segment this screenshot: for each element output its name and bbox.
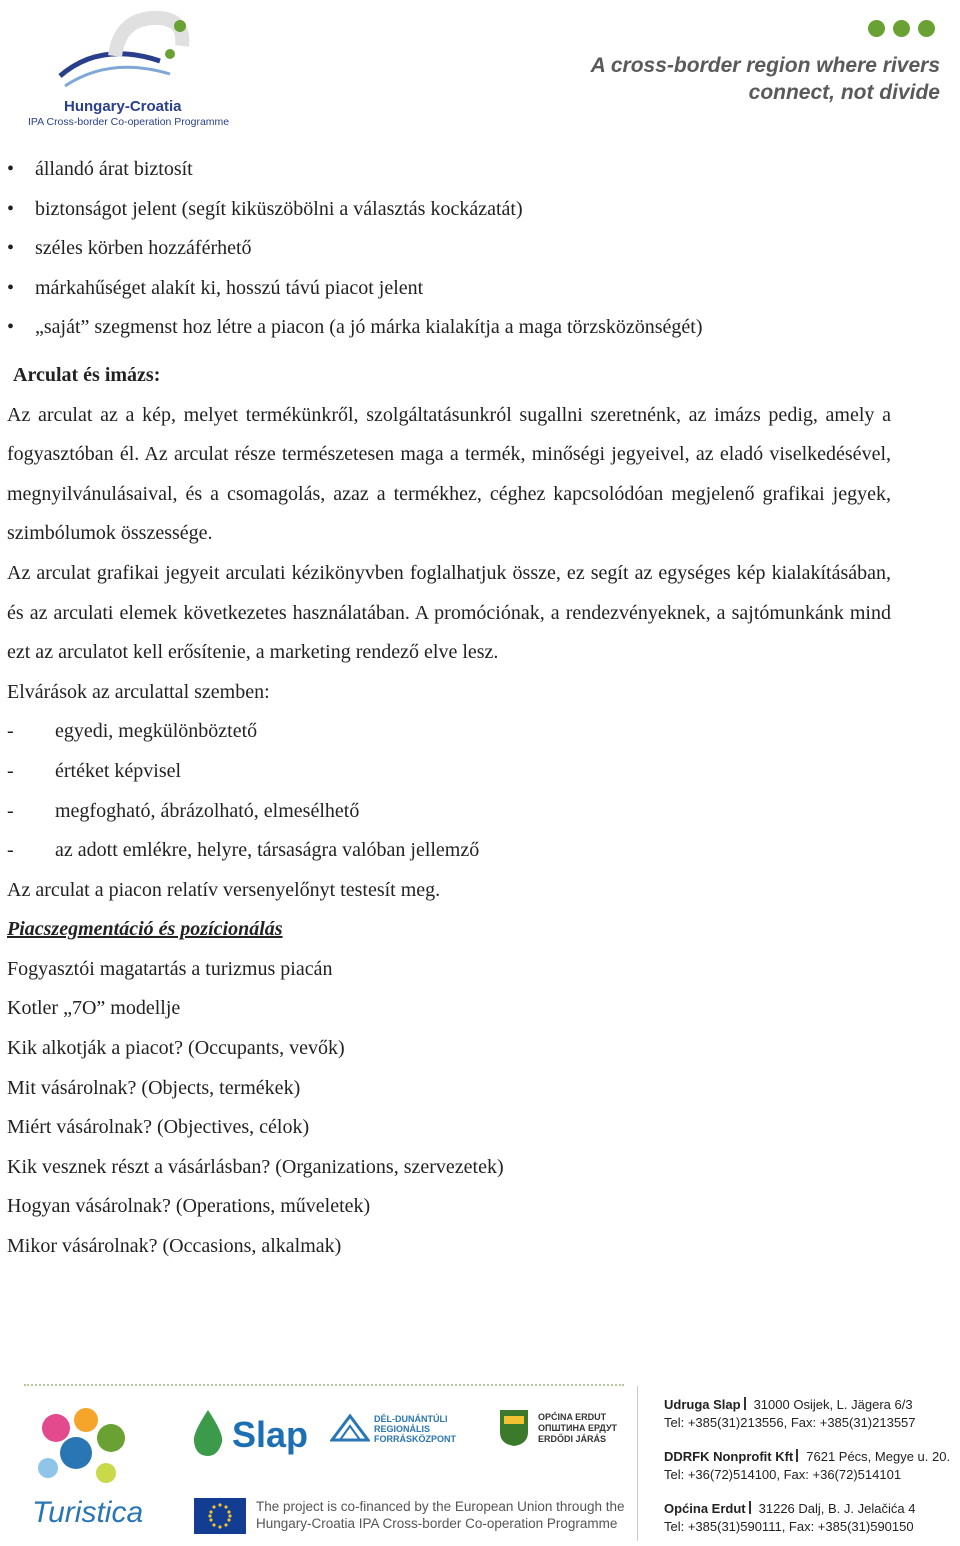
org-phone: Tel: +385(31)213556, Fax: +385(31)213557 [664, 1415, 916, 1430]
paragraph-2: Az arculat grafikai jegyeit arculati kézikönyvben foglalhatjuk össze, ez segít az egységes kép kialakításában, és az arculati elemek következetes használatában. A promóciónak, a rendezvényeknek, a sajtómunkánk mind ezt az arculatot kell erősítenie, a marketing rendező elve lesz. [7, 561, 891, 664]
list-item: • márkahűséget alakít ki, hosszú távú piacot jelent [7, 269, 891, 309]
erdut-logo [498, 1408, 628, 1453]
address-block-slap [664, 1396, 916, 1432]
org-address: 7621 Pécs, Megye u. 20. [806, 1449, 951, 1464]
dash-item: - értéket képvisel [7, 752, 891, 792]
list-item: • „saját” szegmenst hoz létre a piacon (a jó márka kialakítja a maga törzsközönségét) [7, 308, 891, 348]
list-item: • állandó árat biztosít [7, 150, 891, 190]
footer-separator [637, 1386, 638, 1541]
erdut-line-3: ERDŐDI JÁRÁS [538, 1434, 607, 1444]
paragraph-1: Az arculat az a kép, melyet termékünkről, szolgáltatásunkról sugallni szeretnénk, az imázs pedig, amely a fogyasztóban él. Az arculat része természetesen maga a termék, minőségi jegyeivel, az eladó viselkedésével, megnyilvánulásaival, és a csomagolás, azaz a termékhez, céghez kapcsolódóan megjelenő grafikai jegyek, szimbólumok összessége. [7, 403, 891, 545]
slogan-line-2: connect, not divide [748, 81, 940, 104]
slogan-line-1: A cross-border region where rivers [590, 54, 940, 77]
text-line: Kik alkotják a piacot? (Occupants, vevők) [7, 1037, 345, 1060]
text-line: Miért vásárolnak? (Objectives, célok) [7, 1116, 310, 1139]
erdut-line-1: OPĆINA ERDUT [538, 1412, 607, 1422]
hungary-croatia-logo [20, 6, 230, 128]
turistica-emblem-icon [26, 1398, 156, 1498]
text-line: Mikor vásárolnak? (Occasions, alkalmak) [7, 1235, 342, 1258]
text-line: Fogyasztói magatartás a turizmus piacán [7, 957, 333, 980]
section-heading-arculat: Arculat és imázs: [13, 363, 161, 386]
org-name: Udruga Slap [664, 1397, 741, 1412]
eu-text [256, 1498, 624, 1532]
erdut-shield-icon [498, 1408, 530, 1448]
slap-logo [188, 1408, 309, 1463]
page-header [0, 0, 960, 135]
org-phone: Tel: +385(31)590111, Fax: +385(31)590150 [664, 1519, 914, 1534]
text-line: Hogyan vásárolnak? (Operations, műveletek) [7, 1195, 371, 1218]
org-name: Općina Erdut [664, 1501, 746, 1516]
bullet-list [7, 150, 891, 348]
list-item: • széles körben hozzáférhető [7, 229, 891, 269]
eu-line-1: The project is co-financed by the European Union through the [256, 1499, 625, 1514]
footer-divider [24, 1384, 624, 1386]
logo-name: Hungary-Croatia [64, 98, 182, 115]
address-block-erdut [664, 1500, 915, 1536]
erdut-line-2: ОПШТИНА ЕРДУТ [538, 1423, 618, 1433]
relative-advantage-line: Az arculat a piacon relatív versenyelőnyt testesít meg. [7, 878, 441, 901]
expectations-intro: Elvárások az arculattal szemben: [7, 680, 270, 703]
list-item: • biztonságot jelent (segít kiküszöbölni a választás kockázatát) [7, 190, 891, 230]
dash-item: - egyedi, megkülönböztető [7, 712, 891, 752]
org-phone: Tel: +36(72)514100, Fax: +36(72)514101 [664, 1467, 902, 1482]
eu-line-2: Hungary-Croatia IPA Cross-border Co-operation Programme [256, 1516, 618, 1531]
text-line: Kotler „7O” modellje [7, 997, 181, 1020]
text-line: Mit vásárolnak? (Objects, termékek) [7, 1076, 301, 1099]
ddrfk-logo [330, 1412, 480, 1447]
ddrfk-mountain-icon [330, 1412, 370, 1442]
org-name: DDRFK Nonprofit Kft [664, 1449, 794, 1464]
address-block-ddrfk [664, 1448, 950, 1484]
logo-subtitle: IPA Cross-border Co-operation Programme [28, 116, 230, 128]
section-heading-piac: Piacszegmentáció és pozícionálás [7, 918, 283, 941]
text-line: Kik vesznek részt a vásárlásban? (Organizations, szervezetek) [7, 1155, 504, 1178]
slogan [591, 52, 940, 106]
page-footer [0, 1380, 960, 1546]
erdut-text [538, 1412, 617, 1445]
turistica-logo [26, 1398, 156, 1538]
org-address: 31226 Dalj, B. J. Jelačića 4 [758, 1501, 916, 1516]
slap-wordmark: Slap [232, 1414, 309, 1455]
turistica-wordmark: Turistica [32, 1496, 144, 1529]
document-body [7, 150, 891, 1267]
dash-item: - megfogható, ábrázolható, elmesélhető [7, 792, 891, 832]
org-address: 31000 Osijek, L. Jägera 6/3 [753, 1397, 913, 1412]
programme-emblem-icon [20, 6, 230, 101]
slap-drop-icon [188, 1408, 228, 1458]
ddrfk-text: DÉL-DUNÁNTÚLI REGIONÁLIS FORRÁSKÖZPONT [374, 1414, 456, 1444]
eu-flag-icon [194, 1498, 246, 1534]
dash-item: - az adott emlékre, helyre, társaságra valóban jellemző [7, 831, 891, 871]
green-dots-icon [860, 20, 935, 42]
